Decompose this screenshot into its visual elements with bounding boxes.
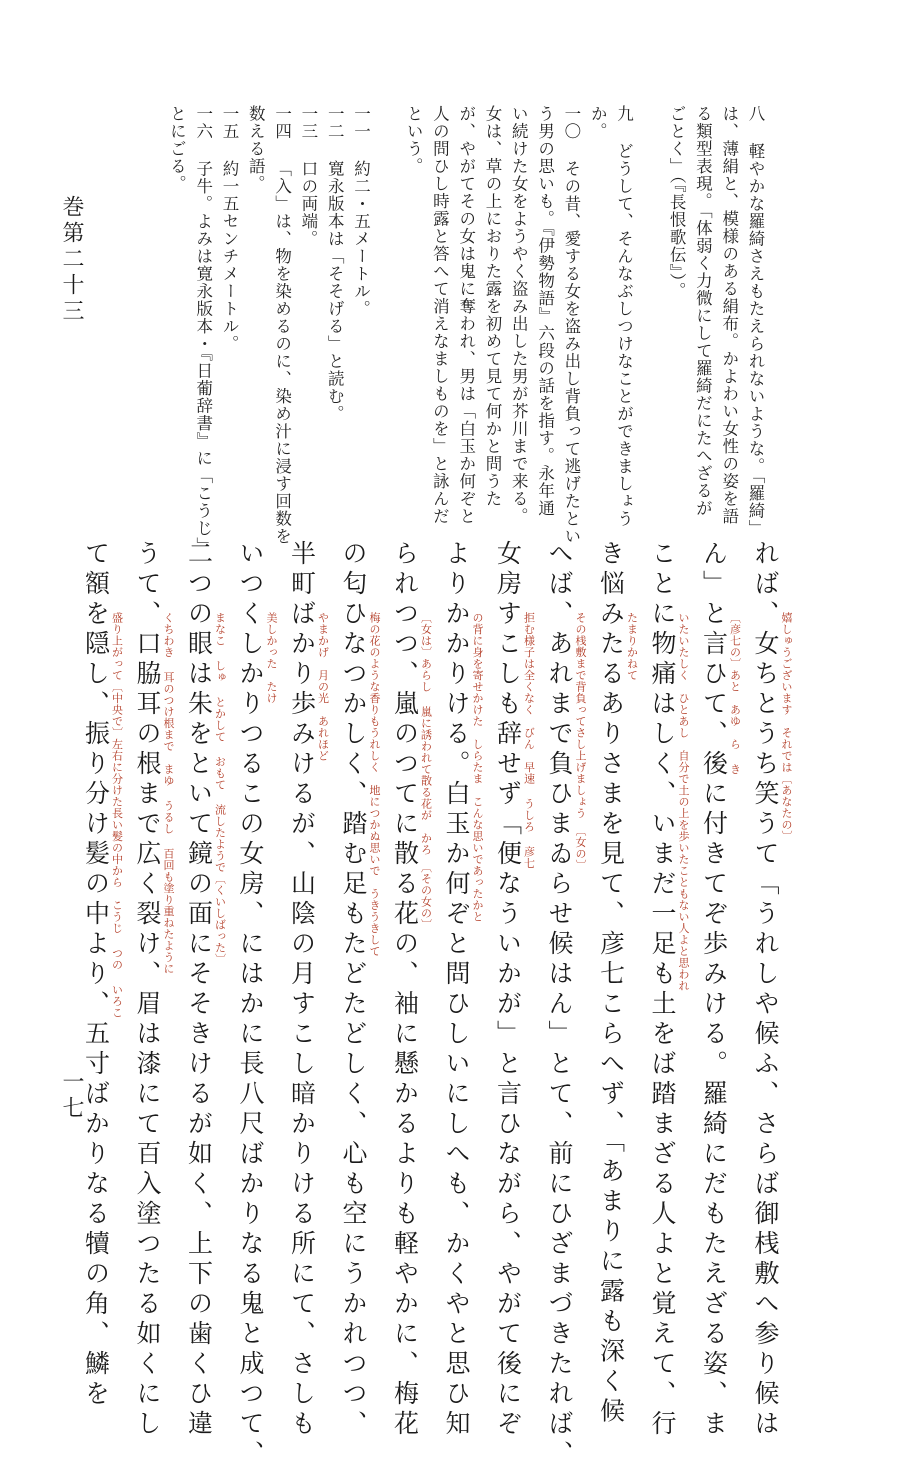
note-line: 一一 約二・五メートル。 (351, 105, 371, 318)
gloss-annotation: やまかげ 月の光 あれほど (316, 612, 330, 762)
main-text-line: 半町ばかり歩みけるが、山陰の月すこし暗かりける所にて、さしも (287, 540, 317, 1440)
note-line: 女は、草の上におりた露を初めて見て何かと問うた (483, 105, 502, 508)
main-text-line: れば、女ちとうち笑うて「うれしや候ふ、さらば御桟敷へ参り候は (751, 540, 780, 1440)
note-line: という。 (404, 105, 424, 175)
main-text-line: へば、あれまで負ひまゐらせ候はん」とて、前にひざまづきたれば、 (545, 540, 574, 1470)
gloss-annotation: まなこ しゅ とかして おもて 流したようで〔くいしばった〕 (213, 612, 227, 965)
note-line: 人の問ひし時露と答へて消えなましものを」と詠んだ (430, 105, 450, 525)
gloss-annotation: いたいたしく ひとあし 自分で土の上を歩いたこともない人よと思われ (677, 612, 690, 992)
main-text-line: うて、口脇耳の根まで広く裂け、眉は漆にて百入塗つたる如くにし (133, 540, 162, 1440)
note-line: が、やがてその女は鬼に奪われ、男は「白玉か何ぞと (456, 105, 476, 525)
gloss-annotation: 〔彦七の〕あと あゆ ら き (728, 612, 742, 775)
note-line: う男の思いも。『伊勢物語』六段の話を指す。永年通 (535, 105, 555, 517)
note-line: 一六 子牛。よみは寛永版本・『日葡辞書』に「こうじ」 (193, 105, 213, 555)
note-line: ごとく」（『長恨歌伝』）。 (667, 105, 687, 300)
note-line: 一〇 その昔、愛する女を盗み出し背負って逃げたとい (561, 105, 581, 545)
note-line: か。 (588, 105, 608, 140)
main-text-line: き悩みたるありさまを見て、彦七こらへず、「あまりに露も深く候 (596, 540, 626, 1428)
main-text-line: ん」と言ひて、後に付きてぞ歩みける。羅綺にだもたえざる姿、ま (699, 540, 729, 1440)
note-line: 九 どうして、そんなぶしつけなことができましょう (614, 105, 634, 528)
page-number: 一七 (59, 1070, 84, 1122)
main-text-line: の匂ひなつかしく、踏む足もたどたどしく、心も空にうかれつつ、 (339, 540, 368, 1440)
note-line: 一二 寛永版本は「そそげる」と読む。 (325, 105, 345, 423)
main-text-line: て額を隠し、振り分け髪の中より、五寸ばかりなる犢の角、鱗を (81, 540, 111, 1410)
main-text-line: 女房すこしも辞せず「便なういかが」と言ひながら、やがて後にぞ (493, 540, 523, 1440)
main-text-line: よりかかりける。白玉か何ぞと問ひしいにしへも、かくやと思ひ知 (442, 540, 471, 1440)
note-line: る類型表現。「体弱く力微にして羅綺だにたへざるが (693, 105, 713, 517)
gloss-annotation: 嬉しゅうございます それでは〔あなたの〕 (780, 612, 793, 842)
note-line: は、薄絹と、模様のある絹布。かよわい女性の姿を語 (719, 105, 739, 525)
note-line: 一三 口の両端。 (298, 105, 318, 248)
gloss-annotation: の背に身を寄せかけた しらたま こんな思いであったかと (471, 612, 484, 923)
gloss-annotation: たまりかねて (625, 612, 639, 681)
gloss-annotation: 梅の花のような香りもうれしく 地につかぬ思いで うきうきして (368, 612, 381, 957)
main-text-line: ことに物痛はしく、いまだ一足も土をば踏まざる人よと覚えて、行 (648, 540, 677, 1440)
gloss-annotation: 〔女は〕あらし 嵐に誘われて散る花が かろ 〔その女の〕 (419, 612, 433, 931)
gloss-annotation: 盛り上がって〔中央で〕左右に分けた長い髪の中から こうじ つの いろこ (110, 612, 124, 1019)
note-line: 八 軽やかな羅綺さえもたえられないような。「羅綺」 (746, 105, 765, 537)
note-line: とにごる。 (167, 105, 187, 193)
gloss-annotation: その桟敷まで背負ってさし上げましょう 〔女の〕 (574, 612, 587, 871)
note-line: 数える語。 (246, 105, 266, 193)
gloss-annotation: 拒む様子は全くなく びん 早速 うしろ 彦七 (522, 612, 536, 869)
main-text-line: いつくしかりつるこの女房、にはかに長八尺ばかりなる鬼と成つて、 (236, 540, 265, 1470)
gloss-annotation: 美しかった たけ (265, 612, 278, 704)
main-text-line: られつつ、嵐のつてに散る花の、袖に懸かるよりも軽やかに、梅花 (390, 540, 420, 1440)
running-head: 巻第二十三 (59, 195, 84, 325)
note-line: い続けた女をようやく盗み出した男が芥川まで来る。 (509, 105, 529, 525)
note-line: 一四 「入」は、物を染めるのに、染め汁に浸す回数を (272, 105, 292, 545)
note-line: 一五 約一五センチメートル。 (220, 105, 239, 353)
main-text-line: 二つの眼は朱をといて鏡の面にそそきけるが如く、上下の歯くひ違 (184, 540, 214, 1440)
gloss-annotation: くちわき 耳のつけ根まで まゆ うるし 百回も塗り重ねたように (162, 612, 175, 975)
